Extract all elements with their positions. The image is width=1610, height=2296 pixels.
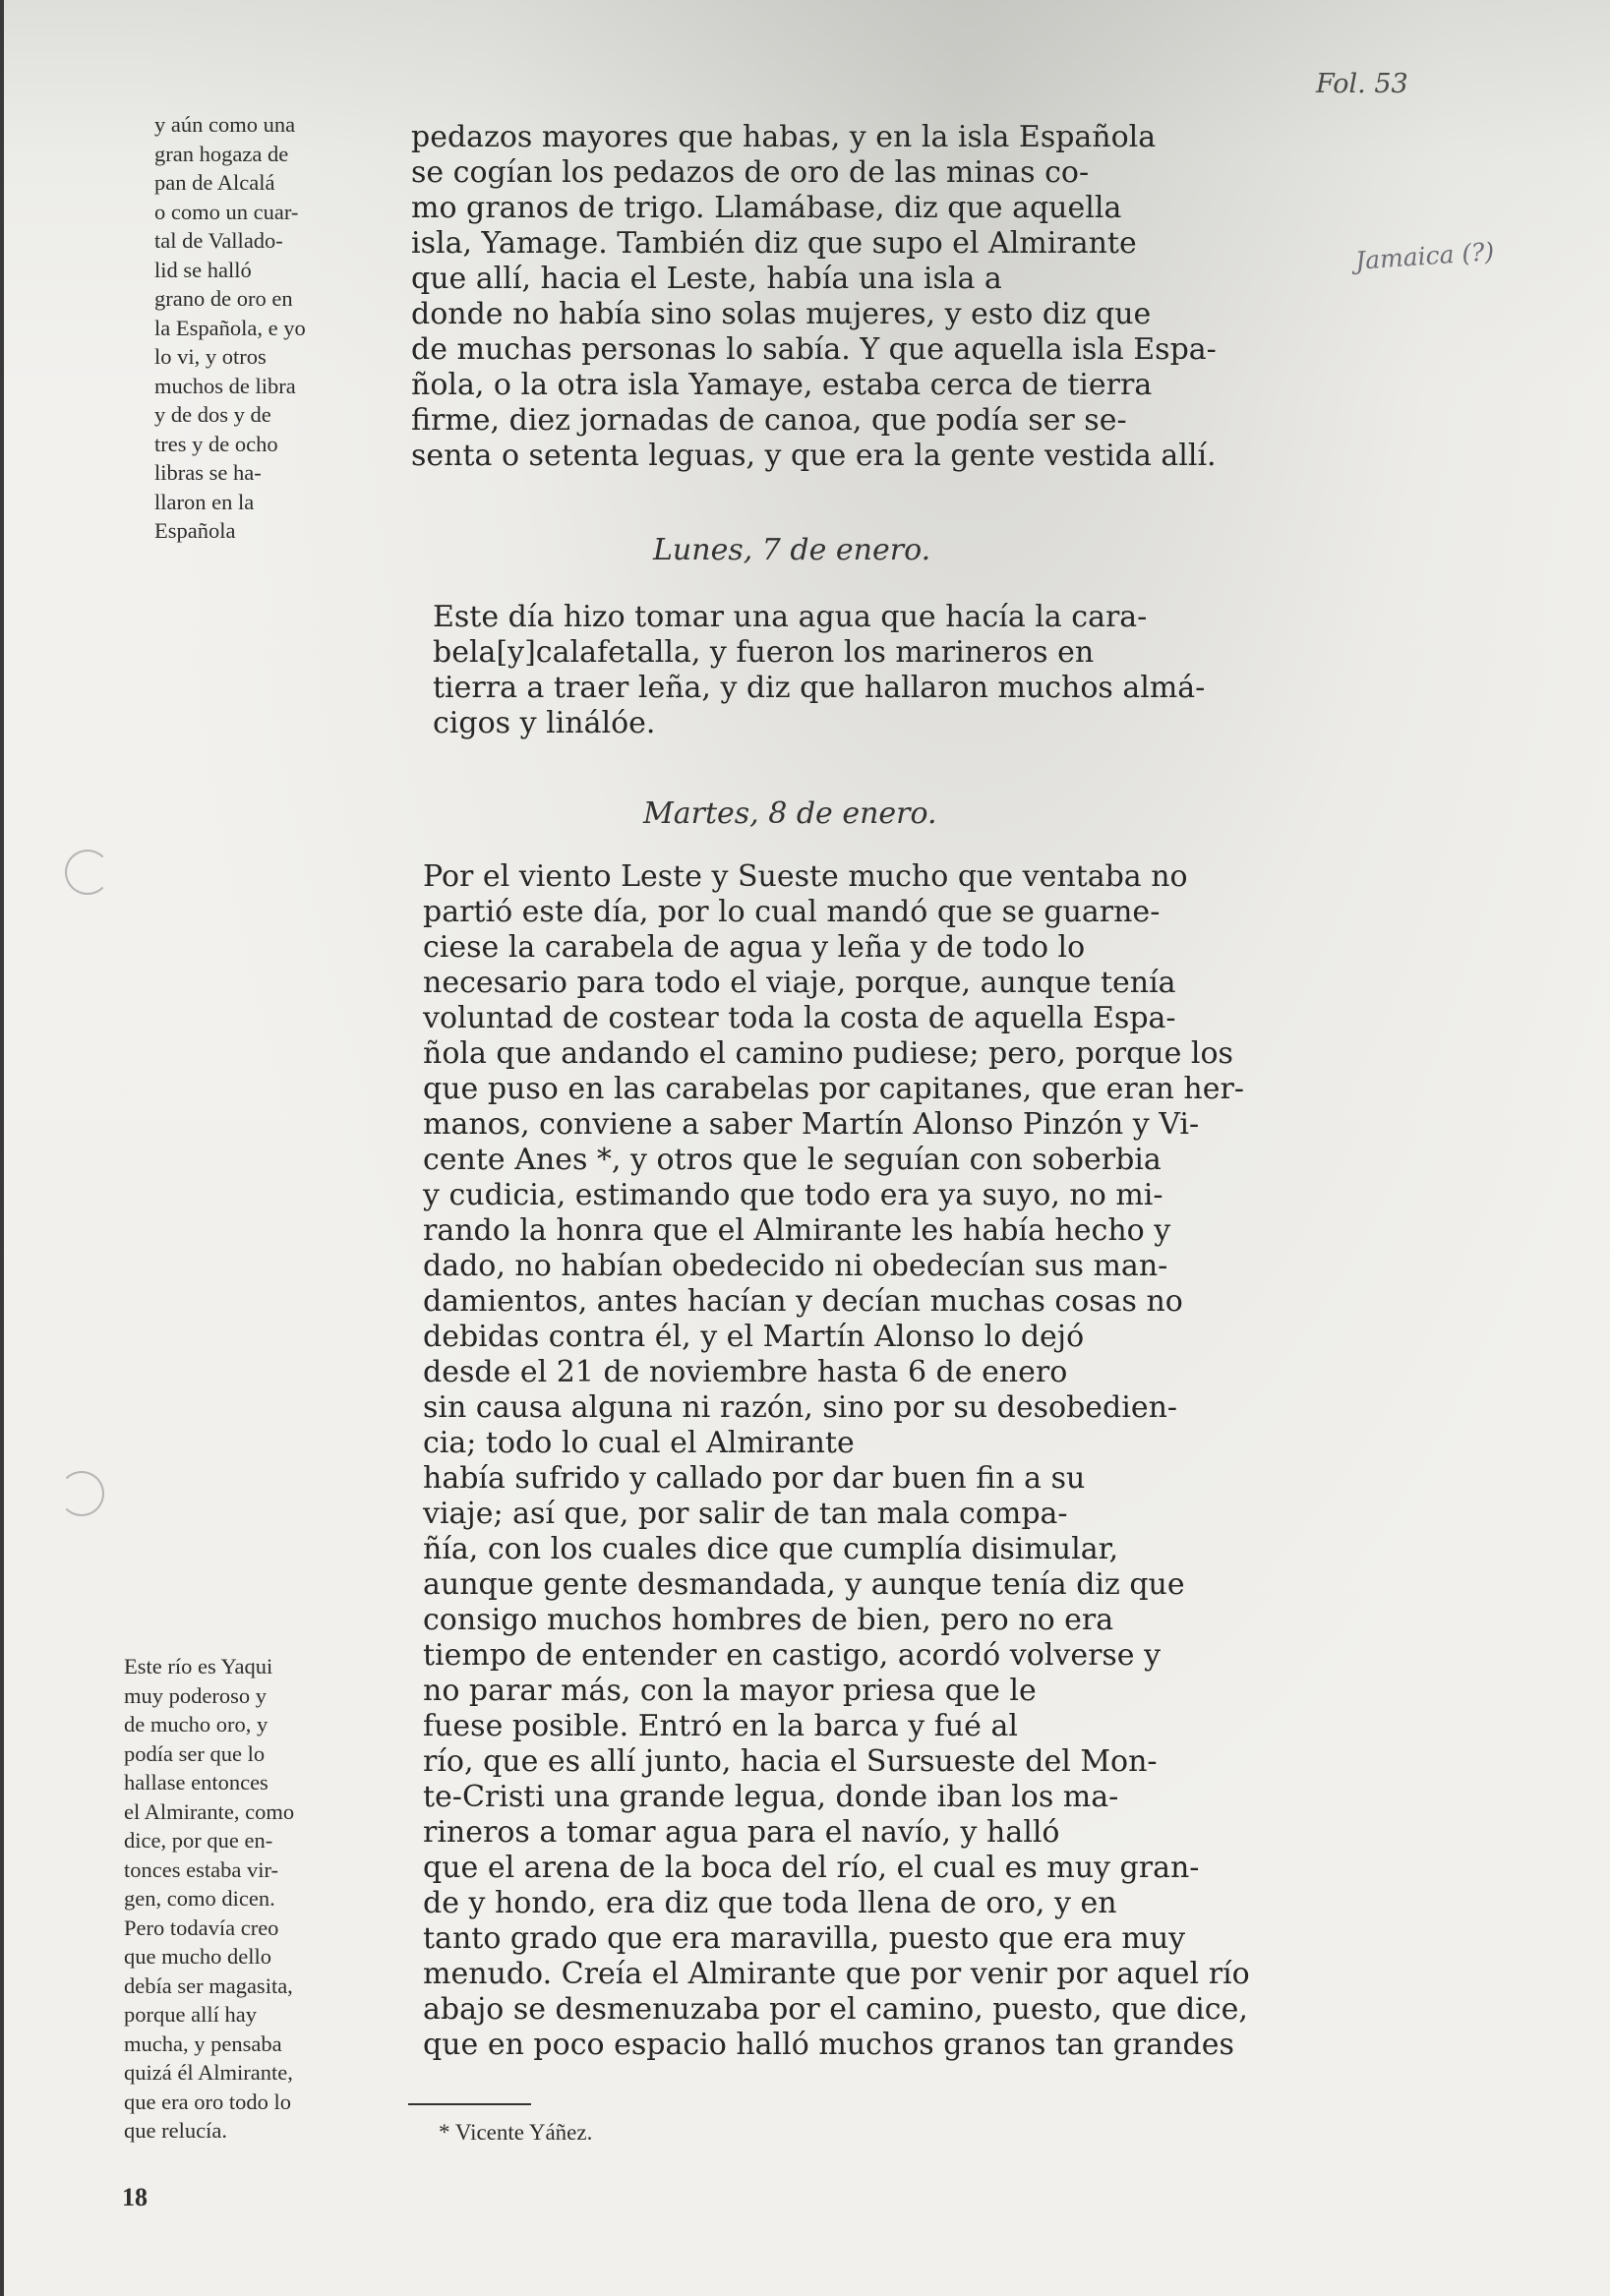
- folio-number: Fol. 53: [1316, 69, 1408, 99]
- margin-line: tres y de ocho: [154, 431, 278, 456]
- text-line: había sufrido y callado por dar buen fin a su: [423, 1461, 1086, 1496]
- margin-line: lo vi, y otros: [154, 344, 267, 369]
- text-line: consigo muchos hombres de bien, pero no era: [423, 1603, 1114, 1637]
- margin-note-top: [154, 110, 381, 546]
- date-heading: Lunes, 7 de enero.: [653, 533, 931, 567]
- punch-hole: [65, 850, 110, 895]
- text-line: tanto grado que era maravilla, puesto que era muy: [423, 1921, 1186, 1956]
- margin-line: Española: [154, 518, 236, 543]
- text-line: Este día hizo tomar una agua que hacía la cara-: [433, 600, 1148, 634]
- text-line: aunque gente desmandada, y aunque tenía diz que: [423, 1567, 1185, 1602]
- text-line: ñola, o la otra isla Yamaye, estaba cerca de tierra: [411, 368, 1153, 402]
- text-line: pedazos mayores que habas, y en la isla Española: [411, 120, 1157, 154]
- text-line: ñía, con los cuales dice que cumplía disimular,: [423, 1532, 1119, 1566]
- margin-line: o como un cuar-: [154, 199, 299, 224]
- paragraph: [423, 859, 1308, 2063]
- text-line: de muchas personas lo sabía. Y que aquella isla Espa-: [411, 332, 1217, 367]
- text-line: que puso en las carabelas por capitanes, que eran her-: [423, 1072, 1244, 1106]
- text-line: sin causa alguna ni razón, sino por su desobedien-: [423, 1390, 1178, 1425]
- text-line: y cudicia, estimando que todo era ya suyo, no mi-: [423, 1178, 1163, 1212]
- text-line: isla, Yamage. También diz que supo el Almirante: [411, 226, 1137, 261]
- margin-line: grano de oro en: [154, 286, 293, 311]
- handwritten-annotation: Jamaica (?): [1354, 237, 1496, 275]
- text-line: no parar más, con la mayor priesa que le: [423, 1674, 1037, 1708]
- margin-line: y de dos y de: [154, 402, 271, 427]
- text-line: dado, no habían obedecido ni obedecían sus man-: [423, 1249, 1168, 1283]
- margin-note-bottom: [124, 1652, 360, 2146]
- margin-line: y aún como una: [154, 112, 296, 137]
- date-heading: Martes, 8 de enero.: [643, 796, 937, 831]
- margin-line: debía ser magasita,: [124, 1972, 293, 1998]
- margin-line: gen, como dicen.: [124, 1886, 275, 1911]
- margin-line: gran hogaza de: [154, 141, 289, 166]
- text-line: donde no había sino solas mujeres, y esto diz que: [411, 297, 1152, 331]
- margin-line: porque allí hay: [124, 2002, 257, 2027]
- paragraph: [433, 600, 1318, 741]
- text-line: mo granos de trigo. Llamábase, diz que aquella: [411, 191, 1122, 225]
- text-line: tierra a traer leña, y diz que hallaron muchos almá-: [433, 671, 1206, 705]
- text-line: bela[y]calafetalla, y fueron los marineros en: [433, 635, 1095, 670]
- text-line: que el arena de la boca del río, el cual es muy gran-: [423, 1851, 1200, 1885]
- margin-line: que era oro todo lo: [124, 2089, 291, 2114]
- text-line: manos, conviene a saber Martín Alonso Pinzón y Vi-: [423, 1107, 1200, 1142]
- text-line: tiempo de entender en castigo, acordó volverse y: [423, 1638, 1162, 1673]
- margin-line: de mucho oro, y: [124, 1712, 268, 1737]
- text-line: cia; todo lo cual el Almirante: [423, 1426, 855, 1460]
- text-line: senta o setenta leguas, y que era la gente vestida allí.: [411, 439, 1217, 473]
- footnote: * Vicente Yáñez.: [439, 2120, 593, 2145]
- text-line: damientos, antes hacían y decían muchas cosas no: [423, 1284, 1183, 1319]
- margin-line: que relucía.: [124, 2118, 227, 2143]
- text-line: abajo se desmenuzaba por el camino, puesto, que dice,: [423, 1992, 1248, 2027]
- margin-line: libras se ha-: [154, 460, 262, 485]
- text-line: cigos y linálóe.: [433, 706, 656, 740]
- margin-line: dice, por que en-: [124, 1828, 273, 1853]
- footnote-rule: [408, 2103, 531, 2105]
- margin-line: podía ser que lo: [124, 1740, 266, 1766]
- margin-line: llaron en la: [154, 489, 255, 514]
- page-number: 18: [122, 2183, 148, 2211]
- text-line: ñola que andando el camino pudiese; pero, porque los: [423, 1036, 1233, 1071]
- text-line: cente Anes *, y otros que le seguían con soberbia: [423, 1143, 1162, 1177]
- margin-line: tal de Vallado-: [154, 228, 283, 253]
- text-line: desde el 21 de noviembre hasta 6 de enero: [423, 1355, 1068, 1389]
- margin-line: mucha, y pensaba: [124, 2031, 282, 2056]
- text-line: fuese posible. Entró en la barca y fué al: [423, 1709, 1018, 1743]
- text-line: rineros a tomar agua para el navío, y halló: [423, 1815, 1060, 1850]
- text-line: firme, diez jornadas de canoa, que podía ser se-: [411, 403, 1127, 438]
- text-line: de y hondo, era diz que toda llena de oro, y en: [423, 1886, 1117, 1920]
- margin-line: Pero todavía creo: [124, 1914, 279, 1940]
- text-line: viaje; así que, por salir de tan mala compa-: [423, 1497, 1068, 1531]
- text-line: río, que es allí junto, hacia el Sursueste del Mon-: [423, 1744, 1158, 1779]
- text-line: te-Cristi una grande legua, donde iban los ma-: [423, 1780, 1119, 1814]
- text-line: partió este día, por lo cual mandó que se guarne-: [423, 895, 1161, 929]
- margin-line: hallase entonces: [124, 1770, 268, 1795]
- margin-line: muchos de libra: [154, 373, 296, 398]
- margin-line: el Almirante, como: [124, 1798, 295, 1824]
- text-line: se cogían los pedazos de oro de las minas co-: [411, 155, 1090, 190]
- margin-line: lid se halló: [154, 257, 252, 282]
- text-line: ciese la carabela de agua y leña y de todo lo: [423, 930, 1086, 965]
- text-line: que en poco espacio halló muchos granos tan grandes: [423, 2028, 1234, 2062]
- text-line: menudo. Creía el Almirante que por venir por aquel río: [423, 1957, 1250, 1991]
- margin-line: Este río es Yaqui: [124, 1654, 273, 1678]
- text-line: necesario para todo el viaje, porque, aunque tenía: [423, 966, 1176, 1000]
- margin-line: tonces estaba vir-: [124, 1856, 278, 1882]
- text-line: debidas contra él, y el Martín Alonso lo dejó: [423, 1320, 1085, 1354]
- page-edge: [0, 0, 4, 2296]
- margin-line: quizá él Almirante,: [124, 2060, 293, 2085]
- text-line: voluntad de costear toda la costa de aquella Espa-: [423, 1001, 1176, 1035]
- text-line: rando la honra que el Almirante les había hecho y: [423, 1213, 1171, 1248]
- margin-line: muy poderoso y: [124, 1682, 267, 1708]
- punch-hole: [59, 1471, 104, 1516]
- paragraph: [411, 120, 1296, 474]
- margin-line: pan de Alcalá: [154, 170, 275, 195]
- text-line: Por el viento Leste y Sueste mucho que ventaba no: [423, 859, 1188, 894]
- margin-line: la Española, e yo: [154, 315, 306, 340]
- text-line: que allí, hacia el Leste, había una isla a: [411, 262, 1002, 296]
- margin-line: que mucho dello: [124, 1944, 271, 1969]
